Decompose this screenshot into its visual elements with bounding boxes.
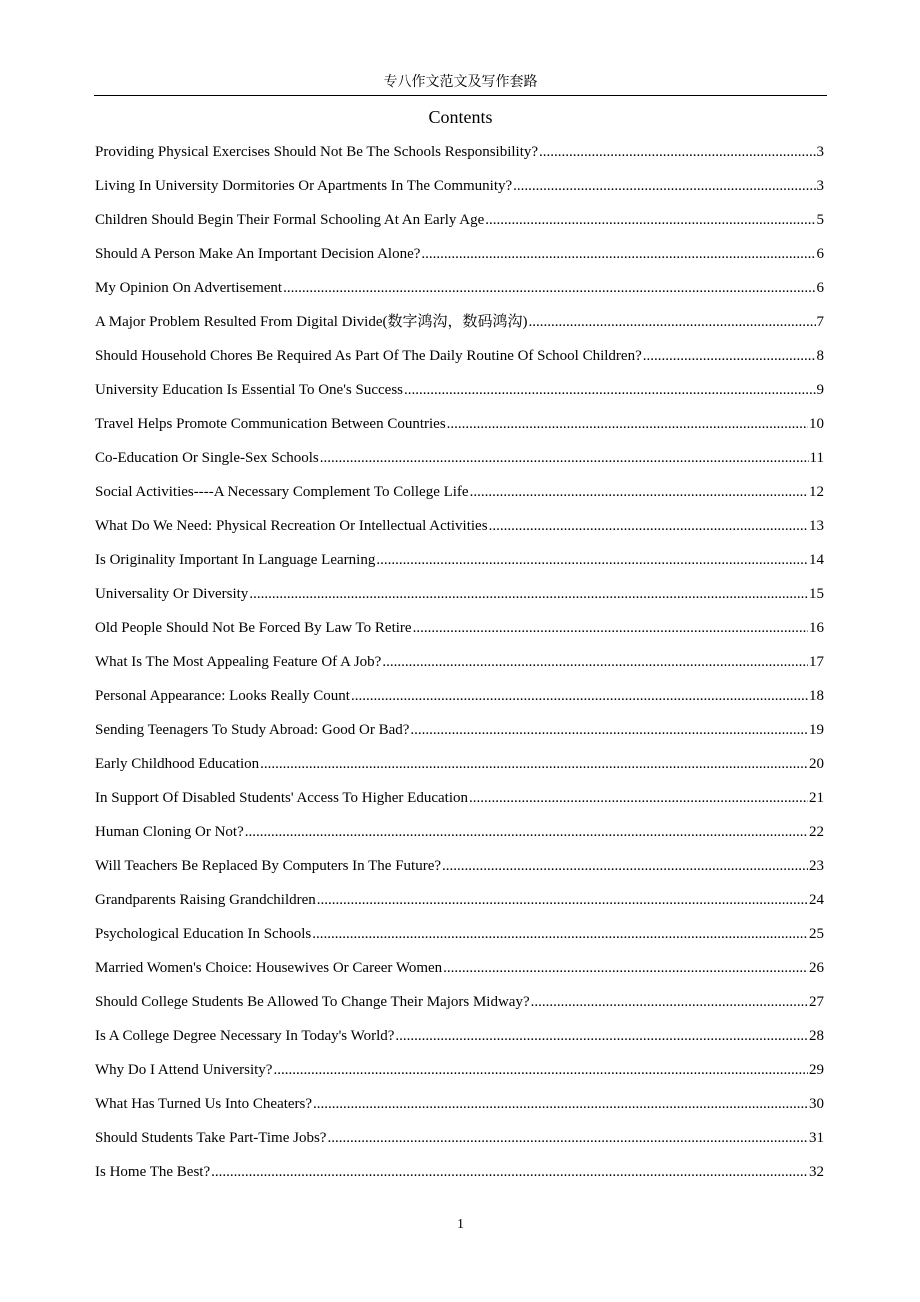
toc-entry-title: Co-Education Or Single-Sex Schools xyxy=(95,450,319,466)
toc-entry-title: Grandparents Raising Grandchildren xyxy=(95,892,316,908)
toc-entry[interactable] xyxy=(95,788,824,822)
toc-entry[interactable] xyxy=(95,346,824,380)
toc-entry[interactable] xyxy=(95,1128,824,1162)
toc-entry[interactable] xyxy=(95,142,824,176)
toc-entry-page: 22 xyxy=(809,824,824,840)
toc-entry-title: Travel Helps Promote Communication Between Countries xyxy=(95,416,446,432)
toc-entry[interactable] xyxy=(95,720,824,754)
toc-entry[interactable] xyxy=(95,516,824,550)
toc-entry-page: 20 xyxy=(809,756,824,772)
toc-entry-page: 8 xyxy=(816,348,824,364)
toc-entry-title: Living In University Dormitories Or Apartments In The Community? xyxy=(95,178,513,194)
toc-dot-leader xyxy=(320,448,809,468)
toc-entry-title: What Has Turned Us Into Cheaters? xyxy=(95,1096,313,1112)
toc-entry[interactable] xyxy=(95,754,824,788)
toc-entry-page: 13 xyxy=(809,518,824,534)
toc-entry-page: 14 xyxy=(809,552,824,568)
toc-entry-title: What Do We Need: Physical Recreation Or Intellectual Activities xyxy=(95,518,488,534)
toc-entry-title: Sending Teenagers To Study Abroad: Good Or Bad? xyxy=(95,722,410,738)
toc-entry-title: Personal Appearance: Looks Really Count xyxy=(95,688,350,704)
toc-entry-page: 3 xyxy=(816,178,824,194)
toc-entry-page: 29 xyxy=(809,1062,824,1078)
toc-entry-page: 10 xyxy=(809,416,824,432)
toc-entry-page: 27 xyxy=(809,994,824,1010)
toc-entry-page: 30 xyxy=(809,1096,824,1112)
running-header: 专八作文范文及写作套路 xyxy=(383,75,538,90)
toc-dot-leader xyxy=(245,822,808,842)
toc-entry[interactable] xyxy=(95,278,824,312)
toc-entry-page: 15 xyxy=(809,586,824,602)
toc-entry[interactable] xyxy=(95,1060,824,1094)
toc-dot-leader xyxy=(447,414,808,434)
toc-dot-leader xyxy=(539,142,815,162)
toc-entry[interactable] xyxy=(95,244,824,278)
toc-entry-page: 6 xyxy=(816,246,824,262)
toc-dot-leader xyxy=(317,890,808,910)
toc-entry-page: 28 xyxy=(809,1028,824,1044)
header-rule xyxy=(94,95,827,96)
toc-entry[interactable] xyxy=(95,686,824,720)
toc-entry-title: Will Teachers Be Replaced By Computers In The Future? xyxy=(95,858,442,874)
toc-entry-title: Universality Or Diversity xyxy=(95,586,249,602)
toc-dot-leader xyxy=(470,482,808,502)
toc-dot-leader xyxy=(469,788,808,808)
toc-entry-page: 12 xyxy=(809,484,824,500)
contents-title: Contents xyxy=(428,107,493,127)
toc-entry[interactable] xyxy=(95,958,824,992)
toc-dot-leader xyxy=(485,210,815,230)
toc-entry[interactable] xyxy=(95,1162,824,1196)
toc-entry[interactable] xyxy=(95,550,824,584)
toc-dot-leader xyxy=(327,1128,808,1148)
toc-dot-leader xyxy=(404,380,816,400)
toc-dot-leader xyxy=(513,176,815,196)
toc-entry-page: 26 xyxy=(809,960,824,976)
toc-entry[interactable] xyxy=(95,176,824,210)
toc-entry[interactable] xyxy=(95,652,824,686)
toc-dot-leader xyxy=(376,550,808,570)
toc-entry-page: 16 xyxy=(809,620,824,636)
toc-dot-leader xyxy=(413,618,808,638)
toc-entry[interactable] xyxy=(95,210,824,244)
toc-dot-leader xyxy=(283,278,815,298)
toc-entry-title: Should A Person Make An Important Decision Alone? xyxy=(95,246,421,262)
toc-entry-title: Should College Students Be Allowed To Change Their Majors Midway? xyxy=(95,994,530,1010)
toc-dot-leader xyxy=(211,1162,808,1182)
toc-dot-leader xyxy=(351,686,808,706)
toc-dot-leader xyxy=(643,346,816,366)
toc-entry-title: Should Household Chores Be Required As Part Of The Daily Routine Of School Children? xyxy=(95,348,642,364)
toc-entry-page: 18 xyxy=(809,688,824,704)
toc-entry-page: 5 xyxy=(816,212,824,228)
toc-dot-leader xyxy=(528,312,815,332)
toc-entry-title: Old People Should Not Be Forced By Law To Retire xyxy=(95,620,412,636)
toc-entry[interactable] xyxy=(95,380,824,414)
toc-entry-page: 32 xyxy=(809,1164,824,1180)
page-number: 1 xyxy=(457,1217,464,1232)
toc-dot-leader xyxy=(273,1060,808,1080)
toc-entry[interactable] xyxy=(95,856,824,890)
toc-entry[interactable] xyxy=(95,822,824,856)
toc-entry-page: 3 xyxy=(816,144,824,160)
toc-entry-title: What Is The Most Appealing Feature Of A Job? xyxy=(95,654,382,670)
toc-entry-title: Human Cloning Or Not? xyxy=(95,824,244,840)
toc-dot-leader xyxy=(421,244,815,264)
toc-entry-title: University Education Is Essential To One's Success xyxy=(95,382,403,398)
toc-entry[interactable] xyxy=(95,448,824,482)
toc-entry-title: In Support Of Disabled Students' Access To Higher Education xyxy=(95,790,468,806)
toc-dot-leader xyxy=(382,652,808,672)
toc-entry-page: 21 xyxy=(809,790,824,806)
table-of-contents xyxy=(95,142,824,1196)
toc-dot-leader xyxy=(531,992,808,1012)
toc-dot-leader xyxy=(312,924,808,944)
toc-entry[interactable] xyxy=(95,890,824,924)
toc-entry-title: Providing Physical Exercises Should Not Be The Schools Responsibility? xyxy=(95,144,539,160)
toc-entry-title: Married Women's Choice: Housewives Or Career Women xyxy=(95,960,443,976)
toc-entry[interactable] xyxy=(95,414,824,448)
toc-entry[interactable] xyxy=(95,482,824,516)
toc-dot-leader xyxy=(443,958,808,978)
toc-entry[interactable] xyxy=(95,584,824,618)
toc-entry-page: 19 xyxy=(809,722,824,738)
toc-dot-leader xyxy=(410,720,808,740)
toc-entry-title: Is A College Degree Necessary In Today's World? xyxy=(95,1028,395,1044)
toc-dot-leader xyxy=(442,856,808,876)
toc-entry[interactable] xyxy=(95,1026,824,1060)
toc-dot-leader xyxy=(489,516,808,536)
toc-entry-title: Social Activities----A Necessary Complement To College Life xyxy=(95,484,469,500)
toc-entry-page: 11 xyxy=(809,450,824,466)
toc-entry-title: A Major Problem Resulted From Digital Divide(数字鸿沟，数码鸿沟) xyxy=(95,314,528,330)
toc-entry-title: Should Students Take Part-Time Jobs? xyxy=(95,1130,327,1146)
toc-entry-title: Early Childhood Education xyxy=(95,756,260,772)
toc-entry-page: 9 xyxy=(816,382,824,398)
toc-entry-page: 24 xyxy=(809,892,824,908)
toc-entry-title: Is Originality Important In Language Learning xyxy=(95,552,376,568)
toc-dot-leader xyxy=(260,754,808,774)
toc-entry-title: Is Home The Best? xyxy=(95,1164,211,1180)
toc-entry[interactable] xyxy=(95,618,824,652)
toc-dot-leader xyxy=(313,1094,808,1114)
toc-entry[interactable] xyxy=(95,924,824,958)
toc-entry-page: 25 xyxy=(809,926,824,942)
toc-entry-title: My Opinion On Advertisement xyxy=(95,280,283,296)
toc-dot-leader xyxy=(395,1026,808,1046)
toc-entry-title: Why Do I Attend University? xyxy=(95,1062,273,1078)
toc-entry-page: 31 xyxy=(809,1130,824,1146)
toc-dot-leader xyxy=(249,584,808,604)
toc-entry-page: 7 xyxy=(816,314,824,330)
toc-entry-title: Psychological Education In Schools xyxy=(95,926,312,942)
toc-entry-title: Children Should Begin Their Formal Schooling At An Early Age xyxy=(95,212,485,228)
toc-entry[interactable] xyxy=(95,1094,824,1128)
toc-entry-page: 17 xyxy=(809,654,824,670)
toc-entry-page: 23 xyxy=(809,858,824,874)
toc-entry[interactable] xyxy=(95,992,824,1026)
toc-entry-page: 6 xyxy=(816,280,824,296)
toc-entry[interactable] xyxy=(95,312,824,346)
